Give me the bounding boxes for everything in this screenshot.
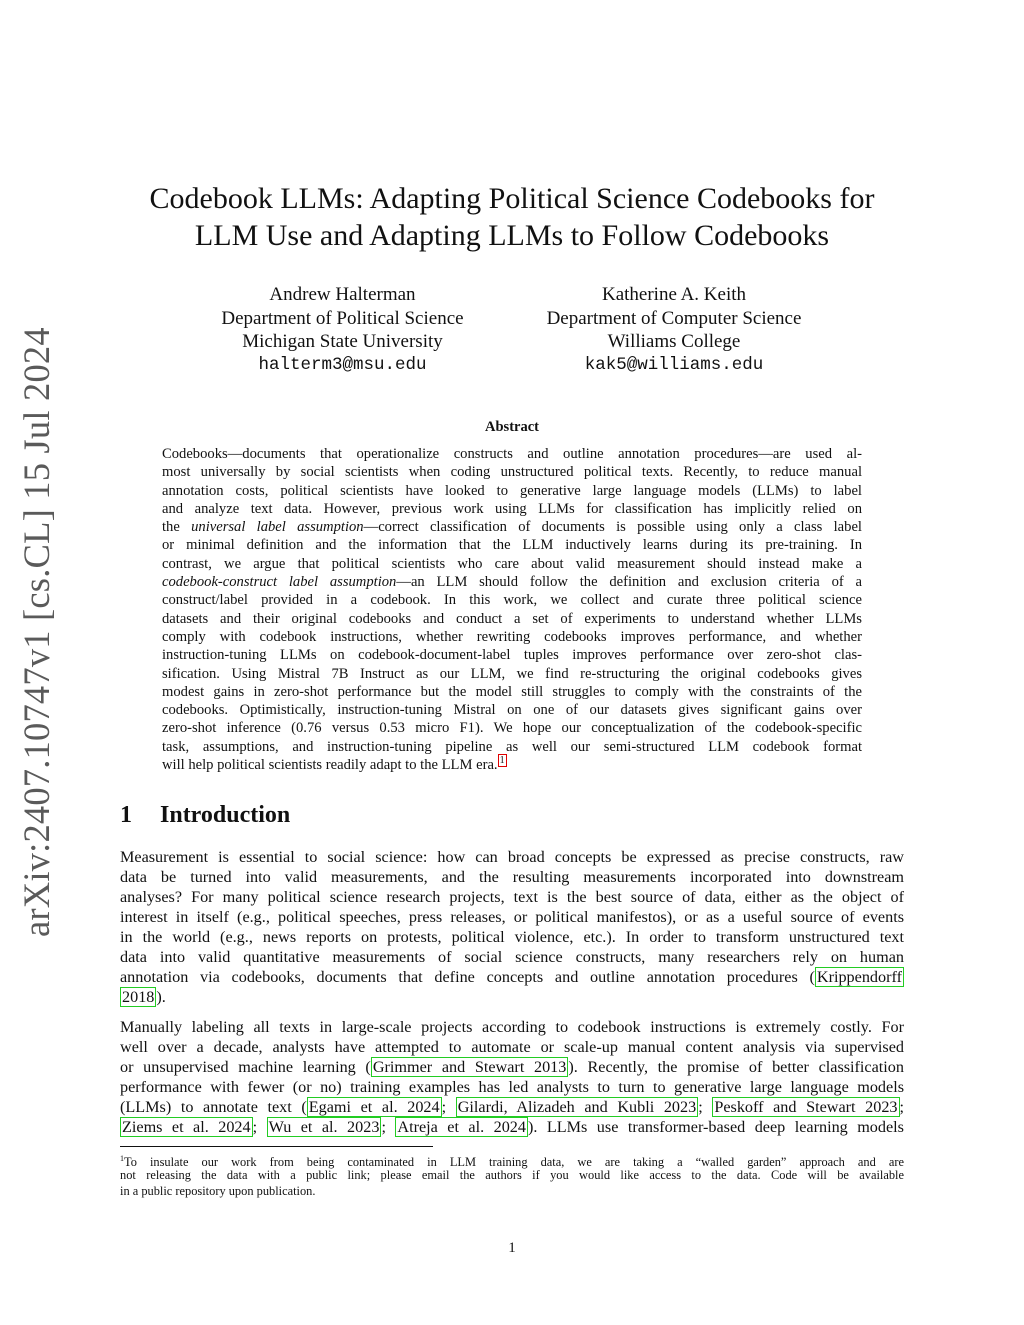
author-name: Katherine A. Keith (601, 284, 747, 305)
abstract-text: —correct classification of documents is possible using only a class label (363, 519, 862, 536)
footnote-line: in a public repository upon publication. (120, 1184, 316, 1198)
body-line: well over a decade, analysts have attempted to automate or scale-up manual content analysis via supervised (120, 1038, 904, 1056)
abstract-line (162, 518, 862, 536)
citation-link[interactable]: Peskoff and Stewart 2023 (714, 1098, 898, 1116)
abstract-line: or minimal definition and the information that the LLM inductively learns during its pre-training. In (162, 537, 862, 554)
body-text: (LLMs) to annotate text ( (120, 1098, 307, 1116)
abstract-body (162, 445, 862, 774)
footnote-line (120, 1151, 904, 1170)
author-email[interactable]: kak5@williams.edu (584, 354, 764, 375)
body-line: (LLMs) to annotate text ( Egami et al. 2024 ; Gilardi, Alizadeh and Kubli 2023 ; Peskoff and Stewart 2023 ; (120, 1098, 905, 1116)
body-line: Measurement is essential to social science: how can broad concepts be expressed as precise constructs, raw (120, 848, 904, 866)
abstract-line (162, 756, 862, 774)
body-text: or unsupervised machine learning ( (120, 1058, 371, 1076)
section-heading (120, 802, 290, 829)
abstract-text: the (162, 519, 192, 536)
footnote-divider (120, 1146, 433, 1147)
body-line: performance with fewer (or no) training examples has led analysts to turn to generative large language models (120, 1078, 904, 1096)
abstract-line: instruction-tuning LLMs on codebook-document-label tuples improves performance over zero-shot clas- (162, 647, 862, 664)
abstract-line: modest gains in zero-shot performance but the model still struggles to comply with the constraints of the (162, 683, 862, 700)
footnote-text: To insulate our work from being contaminated in LLM training data, we are taking a “walled garden” approach and are (124, 1155, 904, 1170)
abstract-line (162, 573, 862, 591)
body-text: ). (156, 988, 166, 1006)
footnote-link[interactable]: 1 (499, 755, 505, 767)
intro-paragraph-1 (120, 847, 904, 1007)
abstract-line: datasets and their original codebooks and conduct a set of experiments to understand whether LLMs (162, 610, 862, 627)
abstract-heading: Abstract (485, 419, 539, 435)
citation-link[interactable]: Wu et al. 2023 (268, 1118, 380, 1136)
citation-link[interactable]: Atreja et al. 2024 (397, 1118, 526, 1136)
footnote-line: not releasing the data with a public link; please email the authors if you would like access to the data. Code will be available (120, 1168, 904, 1182)
section-number: 1 (120, 802, 132, 828)
abstract-line: contrast, we argue that political scientists who care about valid measurement should instead make a (162, 555, 862, 572)
author-institution: Williams College (607, 331, 741, 352)
author-name: Andrew Halterman (269, 284, 416, 305)
abstract-line: zero-shot inference (0.76 versus 0.53 micro F1). We hope our conceptualization of the codebook-specific (162, 720, 862, 737)
author-institution: Michigan State University (242, 331, 443, 352)
abstract-line: Codebooks—documents that operationalize constructs and outline annotation procedures—are used al- (162, 446, 862, 462)
body-line: in the world (e.g., news reports on protests, political violence, etc.). In order to transform unstructured text (120, 928, 904, 946)
citation-link[interactable]: Krippendorff (816, 968, 902, 986)
title-line: Codebook LLMs: Adapting Political Science Codebooks for (149, 182, 875, 215)
body-line: data into valid quantitative measurements of social science constructs, many researchers rely on human (120, 948, 904, 966)
body-line (120, 967, 904, 987)
abstract-line: annotation costs, political scientists have looked to generative large language models (LLMs) to label (162, 482, 862, 499)
citation-link[interactable]: Egami et al. 2024 (308, 1098, 440, 1116)
body-text: ). LLMs use transformer-based deep learning models (527, 1118, 904, 1136)
author-email[interactable]: halterm3@msu.edu (258, 354, 427, 375)
body-text: ). Recently, the promise of better classification (568, 1058, 904, 1076)
body-text: annotation via codebooks, documents that define concepts and outline annotation procedures ( (120, 968, 815, 986)
abstract-line: construct/label provided in a codebook. In this work, we collect and curate three political science (162, 592, 862, 609)
author-department: Department of Computer Science (546, 307, 802, 329)
author-block-1 (190, 283, 495, 377)
abstract-line: codebooks. Optimistically, instruction-tuning Mistral on one of our datasets gives significant gains over (162, 702, 862, 719)
citation-link[interactable]: Gilardi, Alizadeh and Kubli 2023 (457, 1098, 697, 1116)
author-department: Department of Political Science (221, 307, 464, 329)
body-line: analyses? For many political science research projects, text is the best source of data, either as the object of (120, 888, 904, 906)
footnote (120, 1151, 904, 1199)
body-line: Ziems et al. 2024 ; Wu et al. 2023 ; Atreja et al. 2024 ). LLMs use transformer-based deep learning models (122, 1118, 904, 1136)
author-block-2 (520, 283, 828, 377)
abstract-text: —an LLM should follow the definition and exclusion criteria of a (396, 574, 862, 591)
body-line: Manually labeling all texts in large-scale projects according to codebook instructions is extremely costly. For (120, 1018, 904, 1036)
abstract-line: sification. Using Mistral 7B Instruct as our LLM, we find re-structuring the original codebooks gives (162, 665, 862, 682)
citation-link[interactable]: 2018 (122, 988, 155, 1006)
body-line: data be turned into valid measurements, and the resulting measurements incorporated into downstream (120, 868, 904, 886)
citation-link[interactable]: Grimmer and Stewart 2013 (372, 1058, 567, 1076)
body-line (120, 1057, 904, 1077)
page-number: 1 (508, 1240, 516, 1256)
universal-label-assumption-term: universal label assumption (191, 519, 364, 536)
abstract-line: most universally by social scientists when coding unstructured political texts. Recently, to reduce manual (162, 464, 862, 481)
abstract-line: task, assumptions, and instruction-tuning pipeline as well our semi-structured LLM codebook format (162, 738, 862, 755)
body-line (120, 987, 904, 1007)
arxiv-stamp: arXiv:2407.10747v1 [cs.CL] 15 Jul 2024 (16, 327, 57, 937)
codebook-construct-assumption-term: codebook-construct label assumption (162, 574, 397, 591)
title-line: LLM Use and Adapting LLMs to Follow Codebooks (194, 219, 830, 252)
body-line: interest in itself (e.g., political speeches, press releases, or political manifestos), or as a useful source of events (120, 908, 904, 926)
abstract-text: will help political scientists readily adapt to the LLM era. (162, 757, 498, 774)
footnote-marker: 1 (120, 1154, 124, 1163)
abstract-line: and analyze text data. However, previous work using LLMs for classification has implicitly relied on (162, 500, 862, 517)
citation-link[interactable]: Ziems et al. 2024 (122, 1118, 251, 1136)
section-title: Introduction (160, 802, 291, 828)
abstract-line: comply with codebook instructions, whether rewriting codebooks improves performance, and whether (162, 628, 862, 645)
intro-paragraph-2 (120, 1017, 904, 1137)
paper-title (120, 180, 904, 254)
